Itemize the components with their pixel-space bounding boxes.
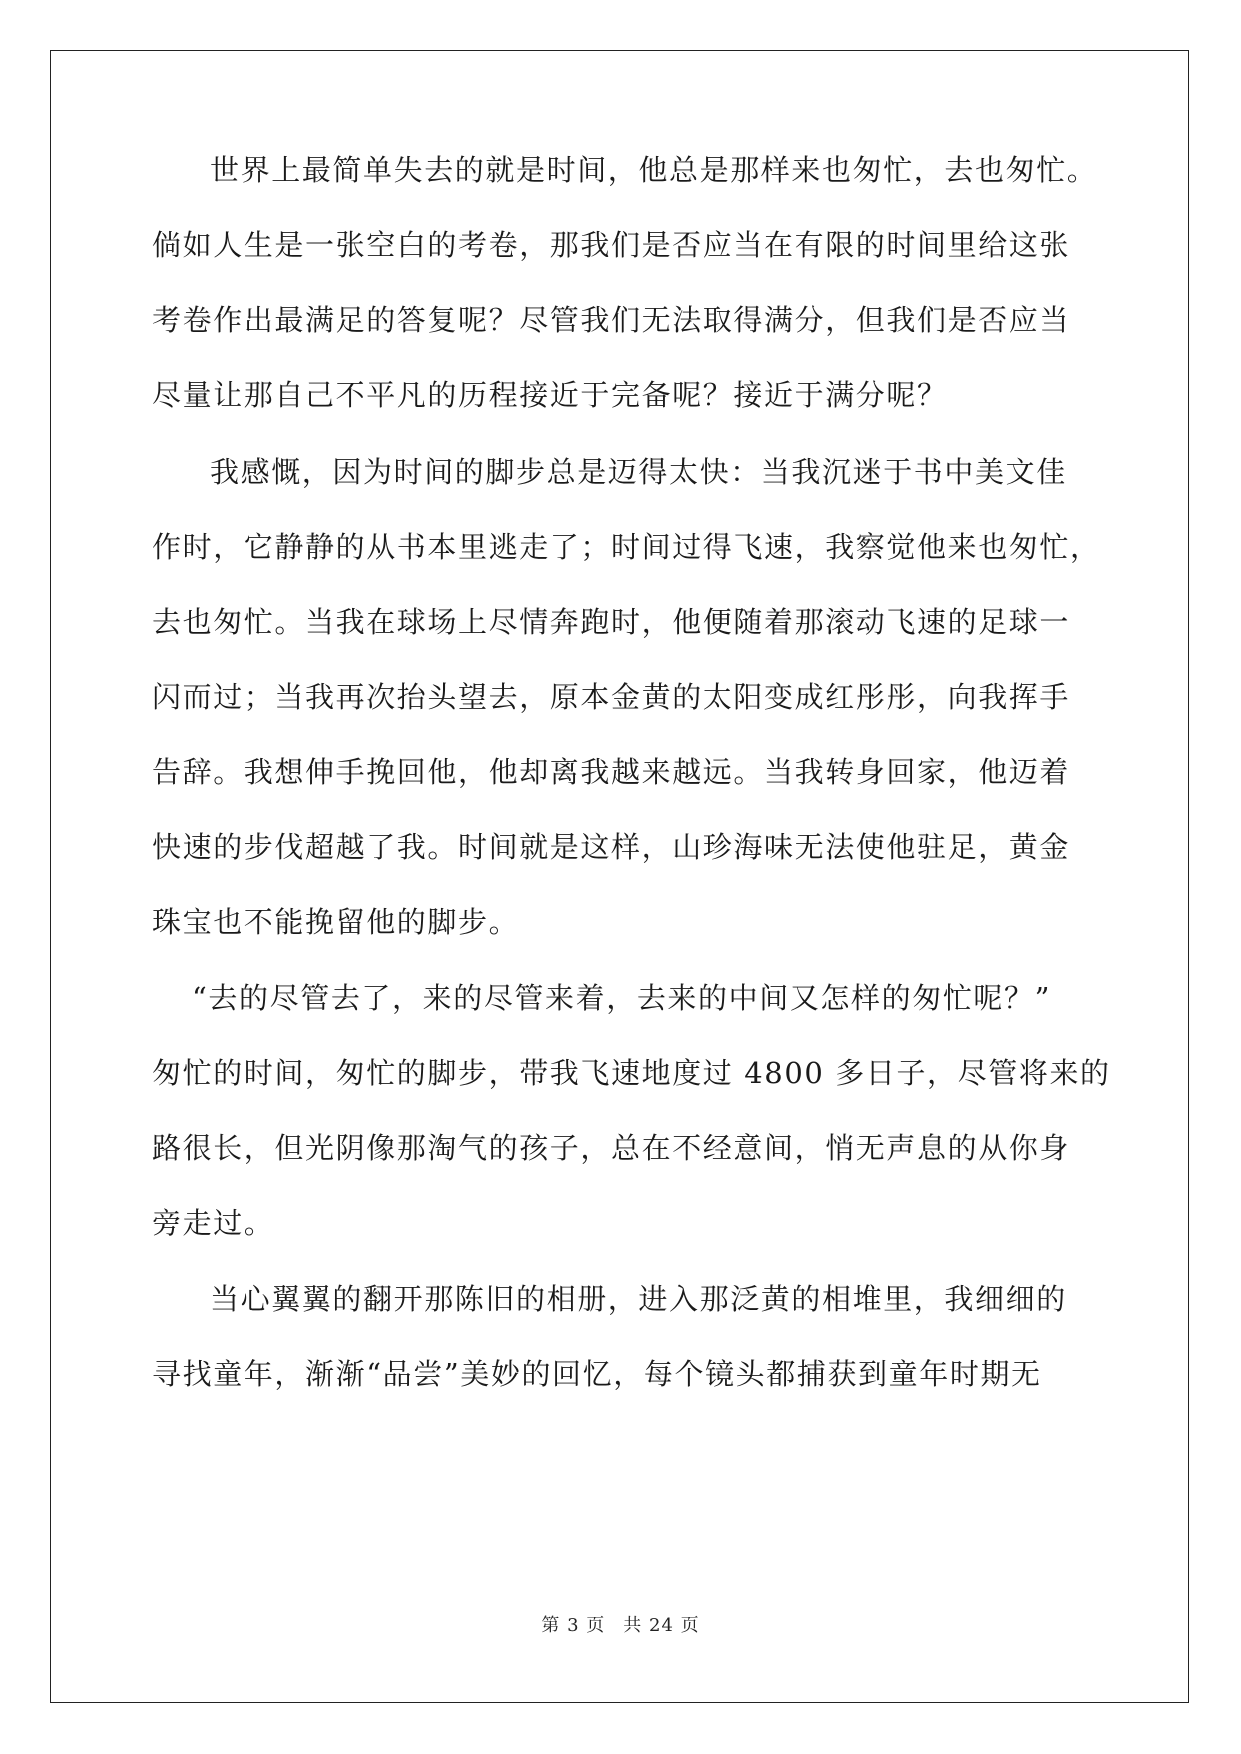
paragraph-3-line-1: “去的尽管去了，来的尽管来着，去来的中间又怎样的匆忙呢？” [192, 981, 1052, 1015]
paragraph-2-line-1: 我感慨，因为时间的脚步总是迈得太快：当我沉迷于书中美文佳 [210, 455, 1067, 489]
paragraph-2-line-3: 去也匆忙。当我在球场上尽情奔跑时，他便随着那滚动飞速的足球一 [152, 605, 1071, 639]
paragraph-2-line-6: 快速的步伐超越了我。时间就是这样，山珍海味无法使他驻足，黄金 [152, 830, 1071, 864]
paragraph-2-line-5: 告辞。我想伸手挽回他，他却离我越来越远。当我转身回家，他迈着 [152, 755, 1071, 789]
paragraph-3-line-3: 路很长，但光阴像那淘气的孩子，总在不经意间，悄无声息的从你身 [152, 1131, 1071, 1165]
paragraph-2-line-4: 闪而过；当我再次抬头望去，原本金黄的太阳变成红彤彤，向我挥手 [152, 680, 1071, 714]
page-footer [0, 1614, 1241, 1638]
page-total: 共 24 页 [623, 1615, 700, 1636]
paragraph-4-line-2: 寻找童年，渐渐“品尝”美妙的回忆，每个镜头都捕获到童年时期无 [152, 1357, 1042, 1391]
page-border [50, 50, 1189, 1703]
paragraph-2-line-7: 珠宝也不能挽留他的脚步。 [152, 905, 520, 939]
paragraph-1-line-2: 倘如人生是一张空白的考卷，那我们是否应当在有限的时间里给这张 [152, 228, 1071, 262]
paragraph-1-line-4: 尽量让那自己不平凡的历程接近于完备呢？接近于满分呢？ [152, 378, 948, 412]
page-number: 第 3 页 [541, 1615, 606, 1636]
paragraph-3-line-4: 旁走过。 [152, 1206, 275, 1240]
paragraph-4-line-1: 当心翼翼的翻开那陈旧的相册，进入那泛黄的相堆里，我细细的 [210, 1282, 1067, 1316]
paragraph-1-line-3: 考卷作出最满足的答复呢？尽管我们无法取得满分，但我们是否应当 [152, 303, 1071, 337]
paragraph-3-line-2: 匆忙的时间，匆忙的脚步，带我飞速地度过 4800 多日子，尽管将来的 [152, 1056, 1111, 1090]
paragraph-1-line-1: 世界上最简单失去的就是时间，他总是那样来也匆忙，去也匆忙。 [210, 153, 1098, 187]
paragraph-2-line-2: 作时，它静静的从书本里逃走了；时间过得飞速，我察觉他来也匆忙， [152, 530, 1101, 564]
